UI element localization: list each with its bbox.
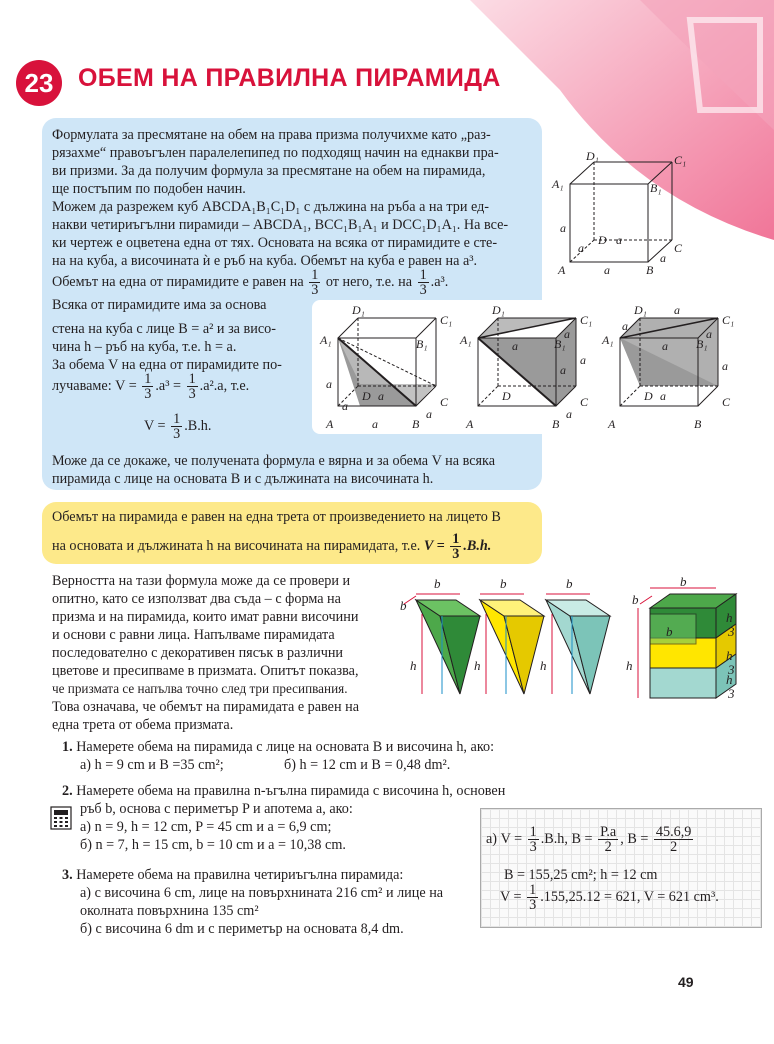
svg-text:B₁: B₁: [416, 337, 428, 351]
intro-line: Формулата за пресмятане на обем на права призма получихме като „раз-: [52, 127, 491, 143]
intro-line: на на куба, а височината ѝ е ръб на куба. Обемът на куба е равен на a³.: [52, 253, 478, 269]
experiment-line: една трета от обема призмата.: [52, 717, 234, 733]
svg-text:C: C: [722, 395, 731, 409]
svg-text:B: B: [646, 263, 654, 277]
svg-text:A: A: [326, 417, 334, 431]
svg-text:B: B: [412, 417, 420, 431]
svg-text:a: a: [566, 407, 572, 421]
svg-text:h: h: [726, 610, 733, 625]
svg-text:A₁: A₁: [552, 177, 564, 191]
intro-line: ки чертеж е оцветена една от тях. Основата на всяка от пирамидите е сте-: [52, 235, 498, 251]
svg-text:A: A: [558, 263, 566, 277]
svg-text:h: h: [726, 672, 733, 687]
experiment-line: цветове и пресипваме в призмата. Опитът показва,: [52, 663, 359, 679]
exercise-item: ръб b, основа с периметър P и апотема a, ако:: [80, 801, 353, 817]
three-cubes-figure: [316, 302, 740, 432]
derivation-line: лучаваме: V = $\frac{1}{3}$ .a³ = $\frac{1}{3}$ .a².a, т.е.: [52, 371, 250, 403]
svg-text:D: D: [362, 389, 371, 403]
svg-text:h: h: [626, 658, 633, 673]
svg-text:C: C: [440, 395, 449, 409]
experiment-line: Верността на тази формула може да се провери и: [52, 573, 351, 589]
base-line: чина h – ръб на куба, т.е. h = a.: [52, 339, 237, 355]
svg-text:a: a: [722, 359, 728, 373]
svg-text:a: a: [426, 407, 432, 421]
experiment-line: и основи с равни лица. Напълваме пирамидата: [52, 627, 335, 643]
exercise-item: б) n = 7, h = 15 cm, b = 10 cm и a = 10,38 cm.: [80, 837, 346, 853]
svg-text:3: 3: [728, 624, 735, 639]
intro-line: ви призми. За да получим формула за пресмятане на обем на пирамида,: [52, 163, 486, 179]
experiment-line: последователно с декоративен пясък в различни: [52, 645, 344, 661]
svg-text:C₁: C₁: [580, 313, 593, 327]
svg-text:b: b: [632, 592, 639, 607]
experiment-line: призма и на пирамида, които имат равни височини: [52, 609, 359, 625]
svg-text:a: a: [580, 353, 586, 367]
exercise-item: околната повърхнина 135 cm²: [80, 903, 259, 919]
base-line: За обема V на една от пирамидите по-: [52, 357, 282, 373]
theorem-line: Обемът на пирамида е равен на една трета от произведението на лицето B: [52, 509, 501, 525]
cube-figure: [548, 148, 698, 278]
svg-text:A₁: A₁: [602, 333, 614, 347]
volume-formula-line: V = $\frac{1}{3}$ .B.h.: [144, 411, 212, 443]
svg-text:A₁: A₁: [320, 333, 332, 347]
svg-text:b: b: [566, 576, 573, 591]
svg-text:A: A: [466, 417, 474, 431]
svg-text:3: 3: [728, 662, 735, 677]
svg-text:a: a: [660, 251, 666, 265]
svg-text:A₁: A₁: [460, 333, 472, 347]
svg-text:C₁: C₁: [674, 153, 687, 167]
proof-note-line: пирамида с лице на основата B и с дължината на височината h.: [52, 471, 434, 487]
intro-line: ще постъпим по подобен начин.: [52, 181, 246, 197]
svg-text:B₁: B₁: [696, 337, 708, 351]
svg-text:b: b: [666, 624, 673, 639]
intro-line: Можем да разрежем куб ABCDA₁B₁C₁D₁ с дължина на ръба a на три ед-: [52, 199, 490, 215]
experiment-line: че призмата се напълва точно след три пресипвания.: [52, 681, 348, 696]
svg-text:a: a: [660, 389, 666, 403]
svg-text:h: h: [410, 658, 417, 673]
svg-text:a: a: [616, 233, 622, 247]
svg-text:a: a: [564, 327, 570, 341]
svg-text:D₁: D₁: [352, 303, 365, 317]
exercise-item: а) n = 9, h = 12 cm, P = 45 cm и a = 6,9 cm;: [80, 819, 332, 835]
intro-line: рязахме“ правоъгълен паралелепипед по подходящ начин на еднакви пра-: [52, 145, 499, 161]
svg-text:C: C: [580, 395, 589, 409]
experiment-line: опитно, като се използват два съда – с форма на: [52, 591, 341, 607]
svg-text:a: a: [622, 319, 628, 333]
svg-text:D₁: D₁: [634, 303, 647, 317]
exercise-1: 1. Намерете обема на пирамида с лице на основата B и височина h, ако:: [62, 739, 495, 755]
page-title: ОБЕМ НА ПРАВИЛНА ПИРАМИДА: [78, 64, 501, 92]
exercise-item: а) h = 9 cm и B =35 cm²;: [80, 757, 224, 773]
exercise-2: 2. Намерете обема на правилна n-ъгълна пирамида с височина h, основен: [62, 783, 506, 799]
svg-text:C₁: C₁: [440, 313, 453, 327]
exercise-item: б) h = 12 cm и B = 0,48 dm².: [284, 757, 451, 773]
exercise-item: а) с височина 6 cm, лице на повърхнината 216 cm² и лице на: [80, 885, 444, 901]
svg-text:b: b: [680, 574, 687, 589]
svg-text:b: b: [434, 576, 441, 591]
svg-text:b: b: [400, 598, 407, 613]
svg-text:D: D: [502, 389, 511, 403]
page-number: 49: [678, 974, 694, 990]
svg-text:a: a: [512, 339, 518, 353]
proof-note-line: Може да се докаже, че получената формула е вярна и за обема V на всяка: [52, 453, 496, 469]
svg-text:D: D: [644, 389, 653, 403]
svg-text:a: a: [342, 399, 348, 413]
svg-text:a: a: [560, 363, 566, 377]
solution-line-1: а) V = $\frac{1}{3}$ .B.h, B = $\frac{P.a}{2}$ , B = $\frac{45.6,9}{2}$: [486, 824, 692, 856]
svg-text:h: h: [540, 658, 547, 673]
svg-text:B: B: [552, 417, 560, 431]
svg-text:B: B: [694, 417, 702, 431]
base-line: Всяка от пирамидите има за основа: [52, 297, 267, 313]
svg-text:B₁: B₁: [650, 181, 662, 195]
experiment-line: Това означава, че обемът на пирамидата е равен на: [52, 699, 359, 715]
svg-text:h: h: [474, 658, 481, 673]
solution-line-3: V = $\frac{1}{3}$ .155,25.12 = 621, V = 621 cm³.: [500, 882, 719, 914]
svg-text:b: b: [500, 576, 507, 591]
lesson-number-badge: 23: [16, 60, 62, 106]
svg-text:C: C: [674, 241, 683, 255]
solution-line-2: B = 155,25 cm²; h = 12 cm: [504, 867, 658, 883]
svg-text:a: a: [604, 263, 610, 277]
calculator-icon: [50, 806, 72, 830]
svg-text:a: a: [560, 221, 566, 235]
svg-text:D₁: D₁: [586, 149, 599, 163]
svg-text:3: 3: [728, 686, 735, 701]
intro-line: накви четириъгълни пирамиди – ABCDA₁, BCC₁B₁A₁ и DCC₁D₁A₁. На все-: [52, 217, 509, 233]
svg-text:a: a: [578, 241, 584, 255]
svg-text:a: a: [326, 377, 332, 391]
svg-text:A: A: [608, 417, 616, 431]
svg-text:C₁: C₁: [722, 313, 735, 327]
exercise-item: б) с височина 6 dm и с периметър на основата 8,4 dm.: [80, 921, 404, 937]
theorem-formula-line: на основата и дължината h на височината на пирамидата, т.е. V = $\frac{1}{3}$ .B.h.: [52, 531, 492, 563]
svg-text:B₁: B₁: [554, 337, 566, 351]
svg-text:a: a: [378, 389, 384, 403]
svg-text:a: a: [706, 327, 712, 341]
svg-text:a: a: [674, 303, 680, 317]
svg-text:a: a: [662, 339, 668, 353]
pyramid-volume-line: Обемът на една от пирамидите е равен на $\frac{1}{3}$ от него, т.е. на $\frac{1}{3}$ .a³.: [52, 267, 449, 299]
pyramids-prism-figure: [396, 574, 746, 724]
exercise-3: 3. Намерете обема на правилна четириъгълна пирамида:: [62, 867, 404, 883]
base-line: стена на куба с лице B = a² и за висо-: [52, 321, 276, 337]
svg-text:D: D: [598, 233, 607, 247]
svg-text:h: h: [726, 648, 733, 663]
svg-text:D₁: D₁: [492, 303, 505, 317]
svg-text:a: a: [372, 417, 378, 431]
